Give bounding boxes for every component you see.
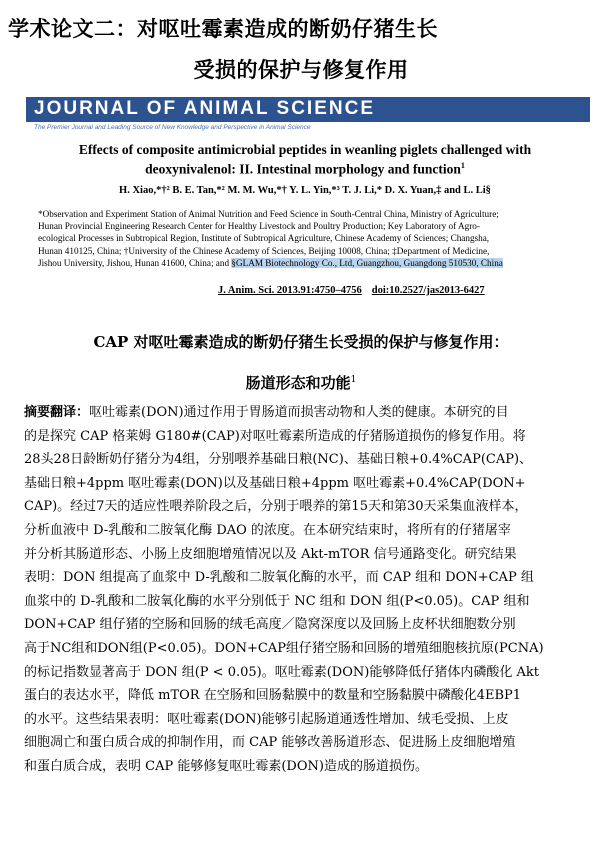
abstract-line: 28头28日龄断奶仔猪分为4组，分别喂养基础日粮(NC)、基础日粮+0.4%CAP(CAP)、 <box>24 452 533 468</box>
chinese-title-footnote: 1 <box>350 375 357 385</box>
article-title-line-2-text: deoxynivalenol: II. Intestinal morphology and function <box>145 161 461 177</box>
abstract-line: 高于NC组和DON组(P<0.05)。DON+CAP组仔猪空肠和回肠的增殖细胞核抗原(PCNA) <box>24 640 544 656</box>
abstract-line: 分析血液中 D-乳酸和二胺氧化酶 DAO 的浓度。在本研究结束时，将所有的仔猪屠宰 <box>24 522 511 538</box>
journal-banner <box>26 97 590 122</box>
chinese-title-text: 肠道形态和功能 <box>245 374 351 392</box>
abstract-text: 呕吐霉素(DON)通过作用于胃肠道而损害动物和人类的健康。本研究的目 <box>89 405 509 420</box>
article-title <box>30 142 580 178</box>
affiliation-line: ecological Processes in Subtropical Region, Institute of Subtropical Agriculture, Chinese Academy of Sciences; Changsha, <box>38 233 490 244</box>
abstract-line: 表明：DON 组提高了血浆中 D-乳酸和二胺氧化酶的水平，而 CAP 组和 DON+CAP 组 <box>24 570 534 586</box>
highlighted-affiliation: §GLAM Biotechnology Co., Ltd, Guangzhou, Guangdong 510530, China <box>231 257 503 268</box>
affiliation-line: *Observation and Experiment Station of Animal Nutrition and Feed Science in South-Central China, Ministry of Agriculture; <box>38 209 499 219</box>
abstract-label: 摘要翻译： <box>24 405 90 420</box>
abstract-line: DON+CAP 组仔猪的空肠和回肠的绒毛高度／隐窝深度以及回肠上皮杯状细胞数分别 <box>24 617 516 633</box>
abstract-line: 的水平。这些结果表明：呕吐霉素(DON)能够引起肠道通透性增加、绒毛受损、上皮 <box>24 711 509 727</box>
chinese-title-line-1: CAP 对呕吐霉素造成的断奶仔猪生长受损的保护与修复作用： <box>93 333 509 351</box>
article-title-line-1: Effects of composite antimicrobial peptides in weanling piglets challenged with <box>78 142 532 157</box>
article-title-line-2 <box>30 158 580 178</box>
abstract-line: 的标记指数显著高于 DON 组(P < 0.05)。呕吐霉素(DON)能够降低仔猪体内磷酸化 Akt <box>24 664 539 680</box>
abstract <box>24 401 584 779</box>
article-title-footnote: 1 <box>460 161 465 170</box>
affiliation-line: Hunan 410125, China; †University of the Chinese Academy of Sciences, Beijing 10008, China; ‡Department of Medicine, <box>38 245 490 256</box>
affiliations <box>38 208 578 269</box>
journal-tagline: The Premier Journal and Leading Source of New Knowledge and Perspective in Animal Science <box>34 124 311 131</box>
abstract-line: 蛋白的表达水平，降低 mTOR 在空肠和回肠黏膜中的数量和空肠黏膜中磷酸化4EBP1 <box>24 688 522 704</box>
abstract-line: 基础日粮+4ppm 呕吐霉素(DON)以及基础日粮+4ppm 呕吐霉素+0.4%CAP(DON+ <box>24 475 526 491</box>
abstract-line: 并分析其肠道形态、小肠上皮细胞增殖情况以及 Akt-mTOR 信号通路变化。研究结果 <box>24 546 517 562</box>
abstract-line: CAP)。经过7天的适应性喂养阶段之后，分别于喂养的第15天和第30天采集血液样本， <box>24 499 528 515</box>
page-title-line-2: 受损的保护与修复作用 <box>193 58 409 82</box>
affiliation-text: Jishou University, Jishou, Hunan 41600, China; and <box>38 257 232 268</box>
page-title-line-1: 学术论文二：对呕吐霉素造成的断奶仔猪生长 <box>8 17 438 41</box>
abstract-line: 和蛋白质合成，表明 CAP 能够修复呕吐霉素(DON)造成的肠道损伤。 <box>24 758 428 774</box>
citation-journal: J. Anim. Sci. 2013.91:4750–4756 <box>218 285 362 296</box>
citation <box>218 284 588 298</box>
journal-name: JOURNAL OF ANIMAL SCIENCE <box>34 98 376 119</box>
abstract-line: 血浆中的 D-乳酸和二胺氧化酶的水平分别低于 NC 组和 DON 组(P<0.05)。CAP 组和 <box>24 593 530 609</box>
affiliation-line: Hunan Provincial Engineering Research Center for Healthy Livestock and Poultry Production; Key Laboratory of Agro- <box>38 221 480 232</box>
abstract-line: 的是探究 CAP 格莱姆 G180#(CAP)对呕吐霉素所造成的仔猪肠道损伤的修复作用。将 <box>24 428 526 444</box>
abstract-line <box>24 401 584 425</box>
author-list: H. Xiao,*†² B. E. Tan,*² M. M. Wu,*† Y. L. Yin,*³ T. J. Li,* D. X. Yuan,‡ and L. Li§ <box>119 185 491 196</box>
affiliation-line-last <box>38 257 578 269</box>
chinese-title-line-2 <box>0 369 602 394</box>
citation-doi: doi:10.2527/jas2013-6427 <box>371 285 485 296</box>
abstract-line: 细胞凋亡和蛋白质合成的抑制作用，而 CAP 能够改善肠道形态、促进肠上皮细胞增殖 <box>24 735 516 751</box>
